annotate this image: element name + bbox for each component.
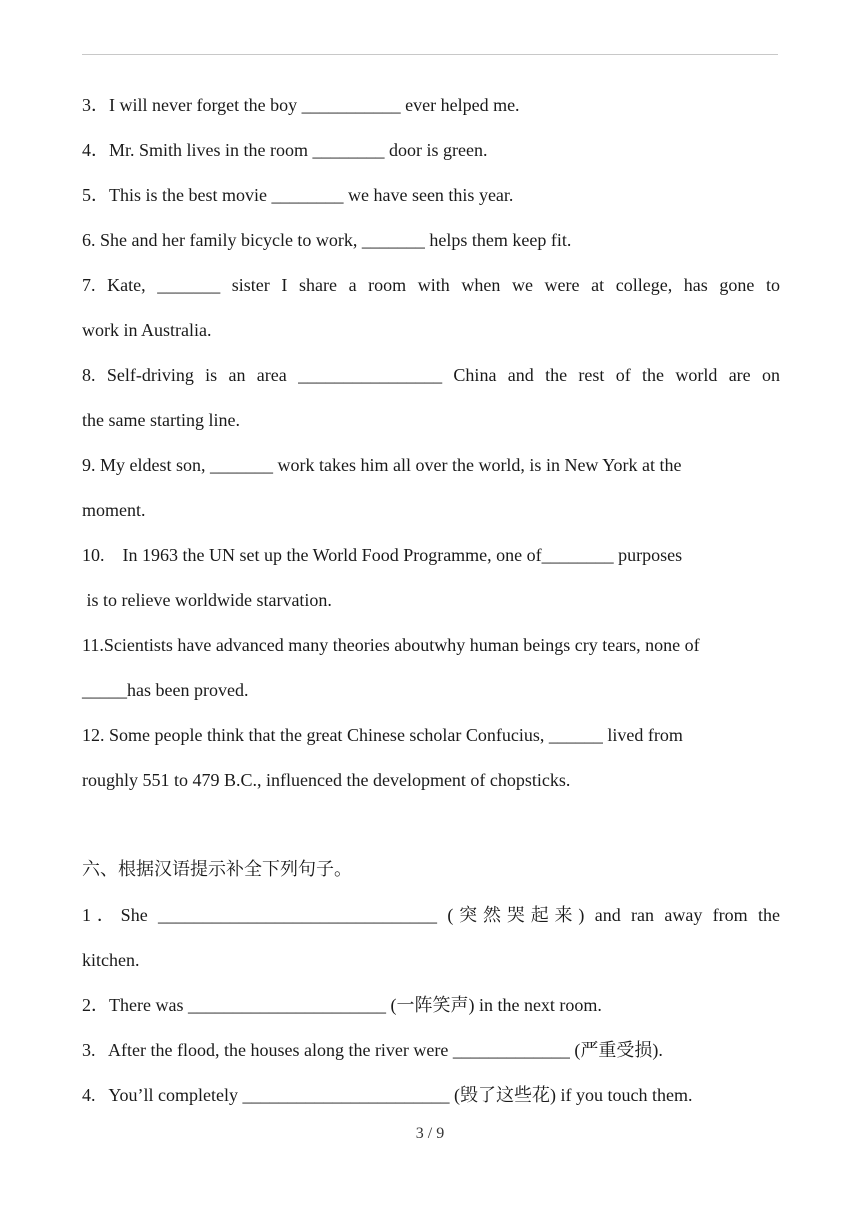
question-11-line-2: _____has been proved. bbox=[82, 680, 249, 700]
question-9-line-2: moment. bbox=[82, 500, 146, 520]
question-11-line-1: 11.Scientists have advanced many theories aboutwhy human beings cry tears, none of bbox=[82, 635, 700, 655]
translation-1-line-1: 1．She _______________________________ (突然哭起来) and ran away from the bbox=[82, 905, 780, 925]
page-number: 3 / 9 bbox=[415, 1125, 445, 1142]
question-9-line-1: 9. My eldest son, _______ work takes him all over the world, is in New York at the bbox=[82, 455, 682, 475]
question-10-line-1: 10. In 1963 the UN set up the World Food Programme, one of________ purposes bbox=[82, 545, 683, 565]
question-12-line-1: 12. Some people think that the great Chinese scholar Confucius, ______ lived from bbox=[82, 725, 683, 745]
question-12-line-2: roughly 551 to 479 B.C., influenced the development of chopsticks. bbox=[82, 770, 571, 790]
question-8-line-2: the same starting line. bbox=[82, 410, 240, 430]
translation-3: 3. After the flood, the houses along the river were _____________ (严重受损). bbox=[82, 1040, 663, 1060]
question-3: 3．I will never forget the boy ___________ ever helped me. bbox=[82, 95, 520, 115]
question-6: 6. She and her family bicycle to work, _______ helps them keep fit. bbox=[82, 230, 572, 250]
section-6-heading: 六、根据汉语提示补全下列句子。 bbox=[82, 859, 352, 880]
question-10-line-2: is to relieve worldwide starvation. bbox=[82, 590, 332, 610]
question-5: 5．This is the best movie ________ we have seen this year. bbox=[82, 185, 514, 205]
header-rule bbox=[82, 54, 778, 55]
section-gap bbox=[82, 809, 780, 854]
document-body bbox=[82, 89, 780, 1124]
translation-2: 2．There was ______________________ (一阵笑声) in the next room. bbox=[82, 995, 602, 1015]
translation-1-line-2: kitchen. bbox=[82, 950, 140, 970]
question-7-line-2: work in Australia. bbox=[82, 320, 212, 340]
question-7-line-1: 7. Kate, _______ sister I share a room with when we were at college, has gone to bbox=[82, 275, 780, 295]
question-8-line-1: 8. Self-driving is an area ________________ China and the rest of the world are on bbox=[82, 365, 780, 385]
question-4: 4．Mr. Smith lives in the room ________ door is green. bbox=[82, 140, 488, 160]
translation-4: 4. You’ll completely _______________________ (毁了这些花) if you touch them. bbox=[82, 1085, 693, 1105]
